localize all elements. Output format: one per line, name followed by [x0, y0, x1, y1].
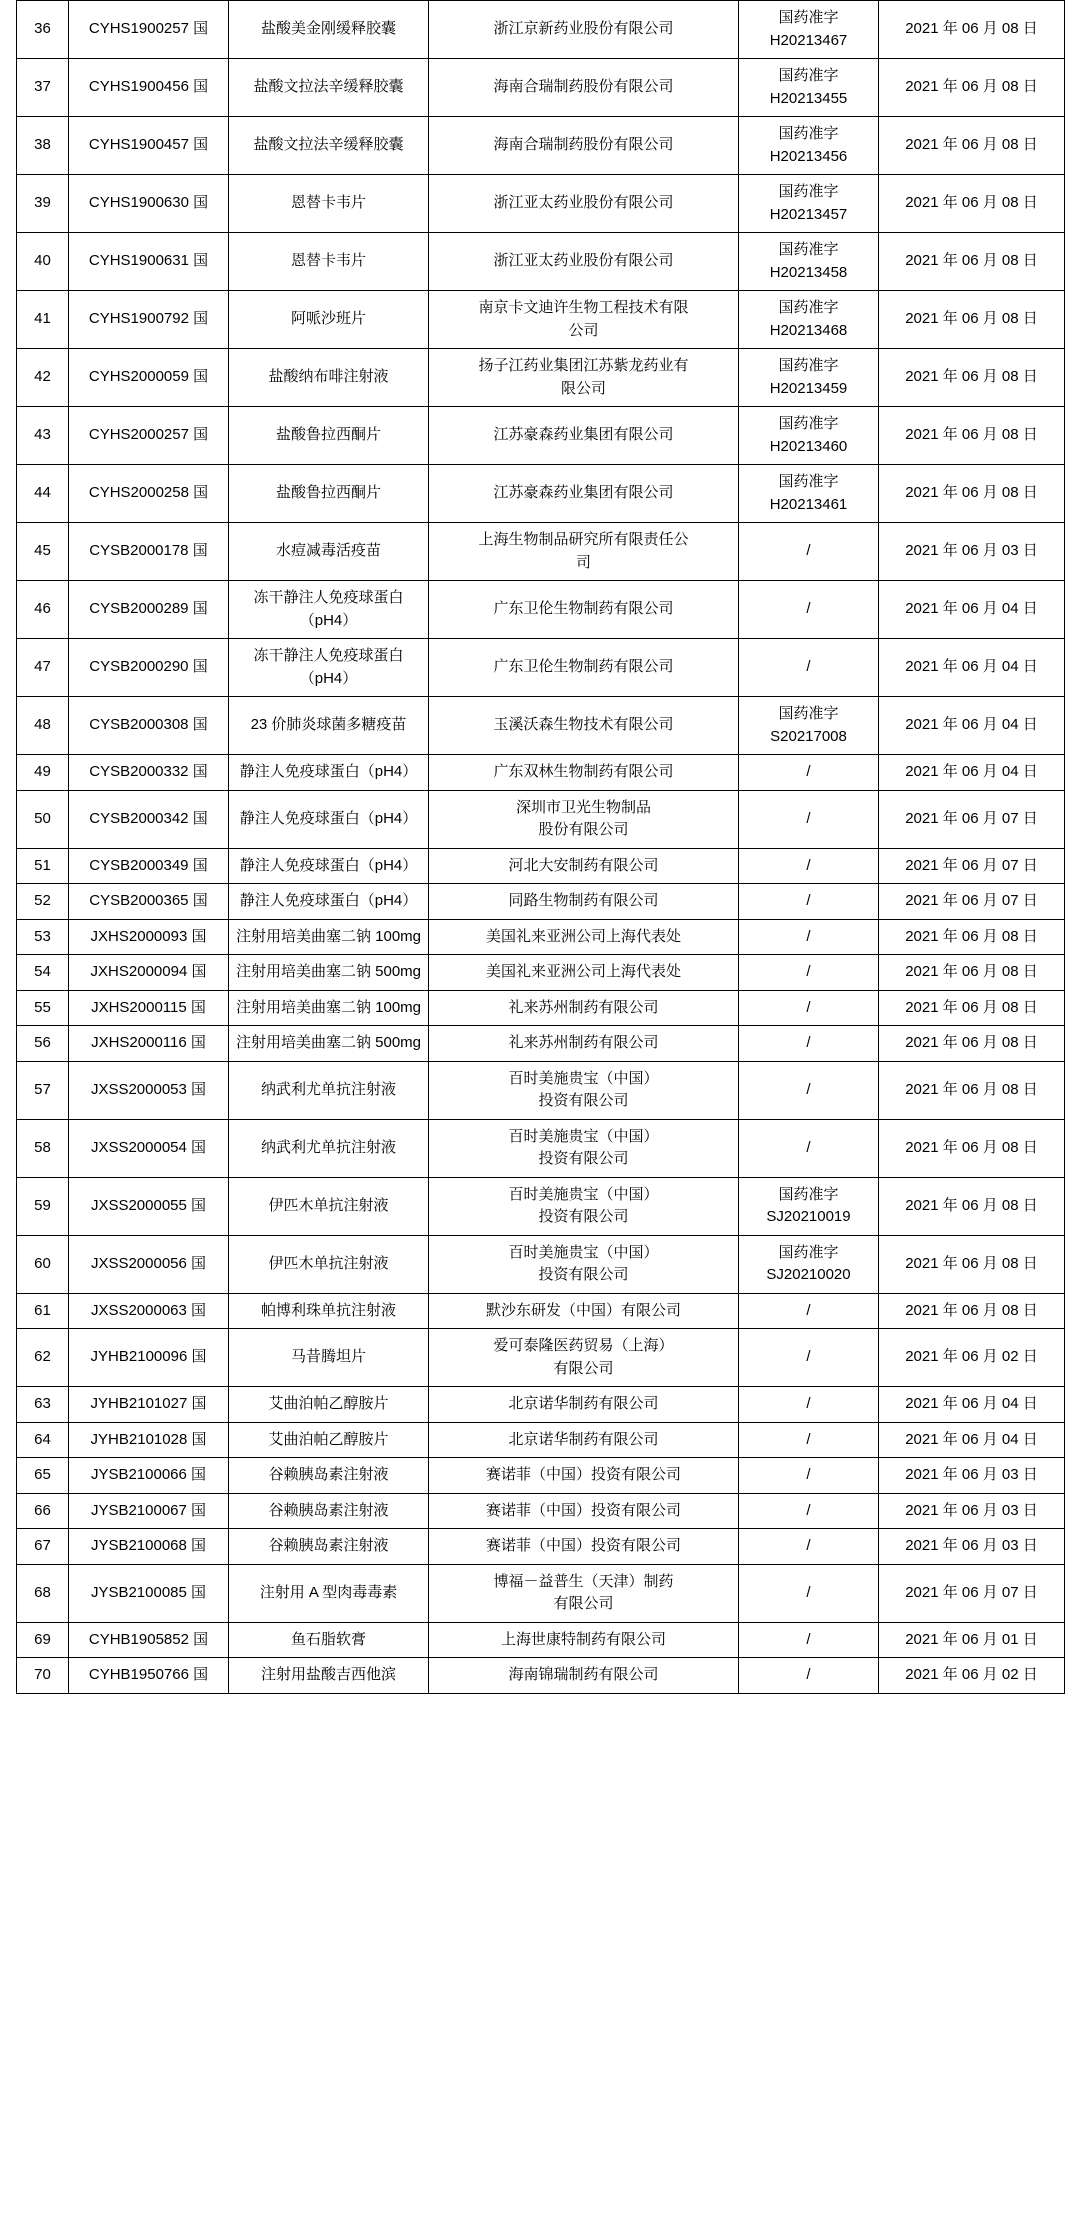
cell-approval-date: 2021 年 06 月 08 日 — [879, 175, 1065, 233]
cell-index: 64 — [17, 1422, 69, 1458]
cell-approval-number: 国药准字 H20213458 — [739, 233, 879, 291]
cell-index: 42 — [17, 349, 69, 407]
cell-acceptance-number: CYHB1905852 国 — [69, 1622, 229, 1658]
cell-approval-number: / — [739, 1387, 879, 1423]
cell-drug-name: 阿哌沙班片 — [229, 291, 429, 349]
table-row — [17, 1293, 1065, 1329]
table-row — [17, 955, 1065, 991]
cell-approval-date: 2021 年 06 月 08 日 — [879, 919, 1065, 955]
table-row — [17, 1061, 1065, 1119]
cell-approval-date: 2021 年 06 月 08 日 — [879, 1026, 1065, 1062]
cell-index: 41 — [17, 291, 69, 349]
cell-company-name: 浙江亚太药业股份有限公司 — [429, 233, 739, 291]
cell-acceptance-number: JYHB2100096 国 — [69, 1329, 229, 1387]
cell-drug-name: 冻干静注人免疫球蛋白 （pH4） — [229, 639, 429, 697]
cell-index: 40 — [17, 233, 69, 291]
cell-drug-name: 静注人免疫球蛋白（pH4） — [229, 755, 429, 791]
cell-acceptance-number: JYHB2101028 国 — [69, 1422, 229, 1458]
table-row — [17, 1235, 1065, 1293]
cell-index: 39 — [17, 175, 69, 233]
cell-acceptance-number: CYHS1900630 国 — [69, 175, 229, 233]
cell-approval-date: 2021 年 06 月 08 日 — [879, 955, 1065, 991]
cell-company-name: 同路生物制药有限公司 — [429, 884, 739, 920]
cell-acceptance-number: CYHS1900257 国 — [69, 1, 229, 59]
cell-drug-name: 注射用培美曲塞二钠 100mg — [229, 919, 429, 955]
cell-approval-date: 2021 年 06 月 08 日 — [879, 59, 1065, 117]
table-row — [17, 1564, 1065, 1622]
cell-approval-number: 国药准字 H20213459 — [739, 349, 879, 407]
cell-approval-date: 2021 年 06 月 07 日 — [879, 790, 1065, 848]
cell-approval-date: 2021 年 06 月 02 日 — [879, 1658, 1065, 1694]
cell-approval-date: 2021 年 06 月 04 日 — [879, 1387, 1065, 1423]
cell-acceptance-number: CYHS2000257 国 — [69, 407, 229, 465]
cell-approval-number: / — [739, 1422, 879, 1458]
cell-company-name: 深圳市卫光生物制品 股份有限公司 — [429, 790, 739, 848]
cell-approval-date: 2021 年 06 月 08 日 — [879, 990, 1065, 1026]
cell-approval-number: 国药准字 H20213455 — [739, 59, 879, 117]
table-row — [17, 523, 1065, 581]
cell-approval-number: / — [739, 1564, 879, 1622]
cell-approval-date: 2021 年 06 月 07 日 — [879, 848, 1065, 884]
cell-company-name: 博福－益普生（天津）制药 有限公司 — [429, 1564, 739, 1622]
cell-company-name: 上海世康特制药有限公司 — [429, 1622, 739, 1658]
table-row — [17, 1658, 1065, 1694]
cell-company-name: 赛诺菲（中国）投资有限公司 — [429, 1493, 739, 1529]
cell-approval-number: 国药准字 H20213460 — [739, 407, 879, 465]
cell-drug-name: 冻干静注人免疫球蛋白 （pH4） — [229, 581, 429, 639]
cell-company-name: 上海生物制品研究所有限责任公 司 — [429, 523, 739, 581]
table-row — [17, 407, 1065, 465]
cell-drug-name: 静注人免疫球蛋白（pH4） — [229, 848, 429, 884]
table-row — [17, 1458, 1065, 1494]
cell-drug-name: 谷赖胰岛素注射液 — [229, 1493, 429, 1529]
cell-drug-name: 注射用培美曲塞二钠 100mg — [229, 990, 429, 1026]
cell-approval-number: / — [739, 790, 879, 848]
cell-approval-number: 国药准字 H20213467 — [739, 1, 879, 59]
cell-approval-date: 2021 年 06 月 01 日 — [879, 1622, 1065, 1658]
cell-index: 70 — [17, 1658, 69, 1694]
cell-approval-date: 2021 年 06 月 04 日 — [879, 755, 1065, 791]
cell-company-name: 浙江京新药业股份有限公司 — [429, 1, 739, 59]
cell-approval-number: / — [739, 581, 879, 639]
cell-approval-number: / — [739, 990, 879, 1026]
cell-acceptance-number: JXHS2000094 国 — [69, 955, 229, 991]
cell-index: 54 — [17, 955, 69, 991]
cell-company-name: 北京诺华制药有限公司 — [429, 1422, 739, 1458]
cell-drug-name: 纳武利尤单抗注射液 — [229, 1061, 429, 1119]
cell-company-name: 赛诺菲（中国）投资有限公司 — [429, 1529, 739, 1565]
cell-acceptance-number: CYHS2000059 国 — [69, 349, 229, 407]
cell-company-name: 百时美施贵宝（中国） 投资有限公司 — [429, 1235, 739, 1293]
cell-index: 61 — [17, 1293, 69, 1329]
cell-index: 53 — [17, 919, 69, 955]
cell-approval-date: 2021 年 06 月 08 日 — [879, 291, 1065, 349]
cell-company-name: 百时美施贵宝（中国） 投资有限公司 — [429, 1177, 739, 1235]
cell-index: 57 — [17, 1061, 69, 1119]
cell-drug-name: 艾曲泊帕乙醇胺片 — [229, 1422, 429, 1458]
cell-drug-name: 23 价肺炎球菌多糖疫苗 — [229, 697, 429, 755]
table-row — [17, 1, 1065, 59]
cell-approval-number: 国药准字 SJ20210020 — [739, 1235, 879, 1293]
cell-index: 46 — [17, 581, 69, 639]
cell-acceptance-number: CYHB1950766 国 — [69, 1658, 229, 1694]
cell-index: 38 — [17, 117, 69, 175]
cell-acceptance-number: CYSB2000308 国 — [69, 697, 229, 755]
cell-acceptance-number: CYSB2000342 国 — [69, 790, 229, 848]
cell-drug-name: 盐酸纳布啡注射液 — [229, 349, 429, 407]
cell-approval-date: 2021 年 06 月 02 日 — [879, 1329, 1065, 1387]
cell-approval-number: / — [739, 919, 879, 955]
cell-acceptance-number: CYSB2000289 国 — [69, 581, 229, 639]
cell-approval-date: 2021 年 06 月 07 日 — [879, 1564, 1065, 1622]
cell-approval-number: / — [739, 639, 879, 697]
cell-index: 62 — [17, 1329, 69, 1387]
cell-drug-name: 伊匹木单抗注射液 — [229, 1177, 429, 1235]
cell-approval-date: 2021 年 06 月 08 日 — [879, 349, 1065, 407]
cell-approval-date: 2021 年 06 月 03 日 — [879, 1493, 1065, 1529]
cell-acceptance-number: CYHS1900792 国 — [69, 291, 229, 349]
cell-index: 51 — [17, 848, 69, 884]
cell-acceptance-number: CYSB2000332 国 — [69, 755, 229, 791]
cell-index: 65 — [17, 1458, 69, 1494]
table-row — [17, 291, 1065, 349]
cell-approval-number: / — [739, 955, 879, 991]
cell-approval-number: 国药准字 H20213456 — [739, 117, 879, 175]
cell-company-name: 浙江亚太药业股份有限公司 — [429, 175, 739, 233]
table-row — [17, 59, 1065, 117]
cell-approval-date: 2021 年 06 月 08 日 — [879, 117, 1065, 175]
cell-approval-number: / — [739, 1293, 879, 1329]
cell-drug-name: 注射用 A 型肉毒毒素 — [229, 1564, 429, 1622]
cell-approval-number: / — [739, 848, 879, 884]
cell-index: 68 — [17, 1564, 69, 1622]
cell-acceptance-number: JXHS2000116 国 — [69, 1026, 229, 1062]
cell-drug-name: 谷赖胰岛素注射液 — [229, 1458, 429, 1494]
cell-index: 37 — [17, 59, 69, 117]
table-row — [17, 1329, 1065, 1387]
cell-acceptance-number: JYSB2100068 国 — [69, 1529, 229, 1565]
table-row — [17, 884, 1065, 920]
table-row — [17, 990, 1065, 1026]
cell-approval-date: 2021 年 06 月 08 日 — [879, 1293, 1065, 1329]
cell-company-name: 玉溪沃森生物技术有限公司 — [429, 697, 739, 755]
cell-approval-date: 2021 年 06 月 08 日 — [879, 465, 1065, 523]
cell-company-name: 礼来苏州制药有限公司 — [429, 990, 739, 1026]
cell-approval-number: / — [739, 1329, 879, 1387]
cell-approval-date: 2021 年 06 月 08 日 — [879, 1235, 1065, 1293]
cell-acceptance-number: JXSS2000053 国 — [69, 1061, 229, 1119]
table-row — [17, 1387, 1065, 1423]
cell-approval-number: / — [739, 1119, 879, 1177]
cell-company-name: 河北大安制药有限公司 — [429, 848, 739, 884]
cell-acceptance-number: JYSB2100085 国 — [69, 1564, 229, 1622]
table-row — [17, 1119, 1065, 1177]
table-row — [17, 349, 1065, 407]
cell-drug-name: 帕博利珠单抗注射液 — [229, 1293, 429, 1329]
cell-approval-date: 2021 年 06 月 08 日 — [879, 1, 1065, 59]
cell-index: 55 — [17, 990, 69, 1026]
cell-company-name: 默沙东研发（中国）有限公司 — [429, 1293, 739, 1329]
cell-acceptance-number: JXSS2000054 国 — [69, 1119, 229, 1177]
cell-company-name: 南京卡文迪许生物工程技术有限 公司 — [429, 291, 739, 349]
cell-drug-name: 伊匹木单抗注射液 — [229, 1235, 429, 1293]
cell-approval-number: / — [739, 755, 879, 791]
cell-company-name: 海南合瑞制药股份有限公司 — [429, 59, 739, 117]
cell-index: 66 — [17, 1493, 69, 1529]
table-row — [17, 1529, 1065, 1565]
cell-approval-date: 2021 年 06 月 04 日 — [879, 639, 1065, 697]
cell-approval-number: 国药准字 S20217008 — [739, 697, 879, 755]
cell-drug-name: 谷赖胰岛素注射液 — [229, 1529, 429, 1565]
cell-approval-number: 国药准字 SJ20210019 — [739, 1177, 879, 1235]
cell-index: 67 — [17, 1529, 69, 1565]
cell-approval-date: 2021 年 06 月 04 日 — [879, 581, 1065, 639]
table-row — [17, 1493, 1065, 1529]
cell-approval-date: 2021 年 06 月 08 日 — [879, 407, 1065, 465]
cell-approval-date: 2021 年 06 月 08 日 — [879, 1119, 1065, 1177]
cell-index: 43 — [17, 407, 69, 465]
cell-index: 48 — [17, 697, 69, 755]
cell-acceptance-number: JXSS2000063 国 — [69, 1293, 229, 1329]
cell-company-name: 礼来苏州制药有限公司 — [429, 1026, 739, 1062]
cell-drug-name: 盐酸鲁拉西酮片 — [229, 465, 429, 523]
cell-drug-name: 注射用培美曲塞二钠 500mg — [229, 1026, 429, 1062]
cell-company-name: 美国礼来亚洲公司上海代表处 — [429, 955, 739, 991]
cell-company-name: 江苏豪森药业集团有限公司 — [429, 407, 739, 465]
cell-company-name: 扬子江药业集团江苏紫龙药业有 限公司 — [429, 349, 739, 407]
table-row — [17, 755, 1065, 791]
cell-approval-date: 2021 年 06 月 03 日 — [879, 1529, 1065, 1565]
cell-acceptance-number: JXSS2000055 国 — [69, 1177, 229, 1235]
cell-company-name: 百时美施贵宝（中国） 投资有限公司 — [429, 1061, 739, 1119]
cell-drug-name: 艾曲泊帕乙醇胺片 — [229, 1387, 429, 1423]
cell-drug-name: 盐酸鲁拉西酮片 — [229, 407, 429, 465]
cell-index: 69 — [17, 1622, 69, 1658]
cell-index: 60 — [17, 1235, 69, 1293]
cell-approval-date: 2021 年 06 月 08 日 — [879, 1061, 1065, 1119]
cell-acceptance-number: JYHB2101027 国 — [69, 1387, 229, 1423]
cell-approval-date: 2021 年 06 月 04 日 — [879, 1422, 1065, 1458]
table-row — [17, 790, 1065, 848]
cell-approval-number: / — [739, 1061, 879, 1119]
cell-approval-date: 2021 年 06 月 04 日 — [879, 697, 1065, 755]
cell-approval-number: / — [739, 1026, 879, 1062]
cell-company-name: 北京诺华制药有限公司 — [429, 1387, 739, 1423]
cell-drug-name: 纳武利尤单抗注射液 — [229, 1119, 429, 1177]
table-row — [17, 175, 1065, 233]
cell-acceptance-number: JYSB2100066 国 — [69, 1458, 229, 1494]
cell-drug-name: 盐酸文拉法辛缓释胶囊 — [229, 117, 429, 175]
table-row — [17, 581, 1065, 639]
cell-drug-name: 马昔腾坦片 — [229, 1329, 429, 1387]
table-row — [17, 1422, 1065, 1458]
table-row — [17, 233, 1065, 291]
cell-drug-name: 盐酸文拉法辛缓释胶囊 — [229, 59, 429, 117]
cell-company-name: 爱可泰隆医药贸易（上海） 有限公司 — [429, 1329, 739, 1387]
cell-company-name: 百时美施贵宝（中国） 投资有限公司 — [429, 1119, 739, 1177]
cell-company-name: 海南合瑞制药股份有限公司 — [429, 117, 739, 175]
cell-index: 56 — [17, 1026, 69, 1062]
cell-company-name: 美国礼来亚洲公司上海代表处 — [429, 919, 739, 955]
cell-drug-name: 盐酸美金刚缓释胶囊 — [229, 1, 429, 59]
cell-company-name: 广东卫伦生物制药有限公司 — [429, 581, 739, 639]
table-row — [17, 1622, 1065, 1658]
cell-acceptance-number: CYSB2000178 国 — [69, 523, 229, 581]
cell-index: 45 — [17, 523, 69, 581]
cell-acceptance-number: CYHS2000258 国 — [69, 465, 229, 523]
cell-approval-date: 2021 年 06 月 08 日 — [879, 233, 1065, 291]
cell-approval-number: / — [739, 1622, 879, 1658]
cell-approval-number: / — [739, 1658, 879, 1694]
cell-acceptance-number: CYSB2000349 国 — [69, 848, 229, 884]
cell-company-name: 广东卫伦生物制药有限公司 — [429, 639, 739, 697]
cell-acceptance-number: CYHS1900457 国 — [69, 117, 229, 175]
table-row — [17, 465, 1065, 523]
cell-approval-date: 2021 年 06 月 08 日 — [879, 1177, 1065, 1235]
drug-approval-table — [16, 0, 1065, 1694]
cell-approval-number: / — [739, 523, 879, 581]
cell-company-name: 海南锦瑞制药有限公司 — [429, 1658, 739, 1694]
cell-acceptance-number: JXHS2000093 国 — [69, 919, 229, 955]
cell-approval-date: 2021 年 06 月 07 日 — [879, 884, 1065, 920]
table-row — [17, 639, 1065, 697]
cell-index: 52 — [17, 884, 69, 920]
cell-company-name: 赛诺菲（中国）投资有限公司 — [429, 1458, 739, 1494]
cell-index: 58 — [17, 1119, 69, 1177]
cell-index: 49 — [17, 755, 69, 791]
cell-acceptance-number: CYSB2000365 国 — [69, 884, 229, 920]
cell-drug-name: 水痘减毒活疫苗 — [229, 523, 429, 581]
cell-approval-date: 2021 年 06 月 03 日 — [879, 1458, 1065, 1494]
cell-acceptance-number: CYSB2000290 国 — [69, 639, 229, 697]
cell-approval-number: / — [739, 884, 879, 920]
cell-index: 63 — [17, 1387, 69, 1423]
cell-drug-name: 鱼石脂软膏 — [229, 1622, 429, 1658]
cell-drug-name: 静注人免疫球蛋白（pH4） — [229, 790, 429, 848]
cell-drug-name: 恩替卡韦片 — [229, 175, 429, 233]
cell-drug-name: 静注人免疫球蛋白（pH4） — [229, 884, 429, 920]
cell-approval-number: / — [739, 1529, 879, 1565]
table-body — [17, 1, 1065, 1694]
cell-index: 36 — [17, 1, 69, 59]
table-row — [17, 848, 1065, 884]
cell-approval-number: / — [739, 1458, 879, 1494]
cell-drug-name: 注射用盐酸吉西他滨 — [229, 1658, 429, 1694]
cell-company-name: 江苏豪森药业集团有限公司 — [429, 465, 739, 523]
cell-acceptance-number: CYHS1900456 国 — [69, 59, 229, 117]
table-row — [17, 1026, 1065, 1062]
cell-acceptance-number: CYHS1900631 国 — [69, 233, 229, 291]
table-row — [17, 117, 1065, 175]
table-row — [17, 919, 1065, 955]
table-row — [17, 697, 1065, 755]
cell-approval-number: 国药准字 H20213468 — [739, 291, 879, 349]
cell-approval-number: 国药准字 H20213461 — [739, 465, 879, 523]
cell-company-name: 广东双林生物制药有限公司 — [429, 755, 739, 791]
cell-acceptance-number: JXSS2000056 国 — [69, 1235, 229, 1293]
cell-index: 59 — [17, 1177, 69, 1235]
cell-index: 47 — [17, 639, 69, 697]
cell-approval-number: / — [739, 1493, 879, 1529]
table-row — [17, 1177, 1065, 1235]
cell-index: 50 — [17, 790, 69, 848]
cell-acceptance-number: JXHS2000115 国 — [69, 990, 229, 1026]
cell-approval-number: 国药准字 H20213457 — [739, 175, 879, 233]
cell-index: 44 — [17, 465, 69, 523]
cell-drug-name: 恩替卡韦片 — [229, 233, 429, 291]
cell-approval-date: 2021 年 06 月 03 日 — [879, 523, 1065, 581]
cell-acceptance-number: JYSB2100067 国 — [69, 1493, 229, 1529]
cell-drug-name: 注射用培美曲塞二钠 500mg — [229, 955, 429, 991]
